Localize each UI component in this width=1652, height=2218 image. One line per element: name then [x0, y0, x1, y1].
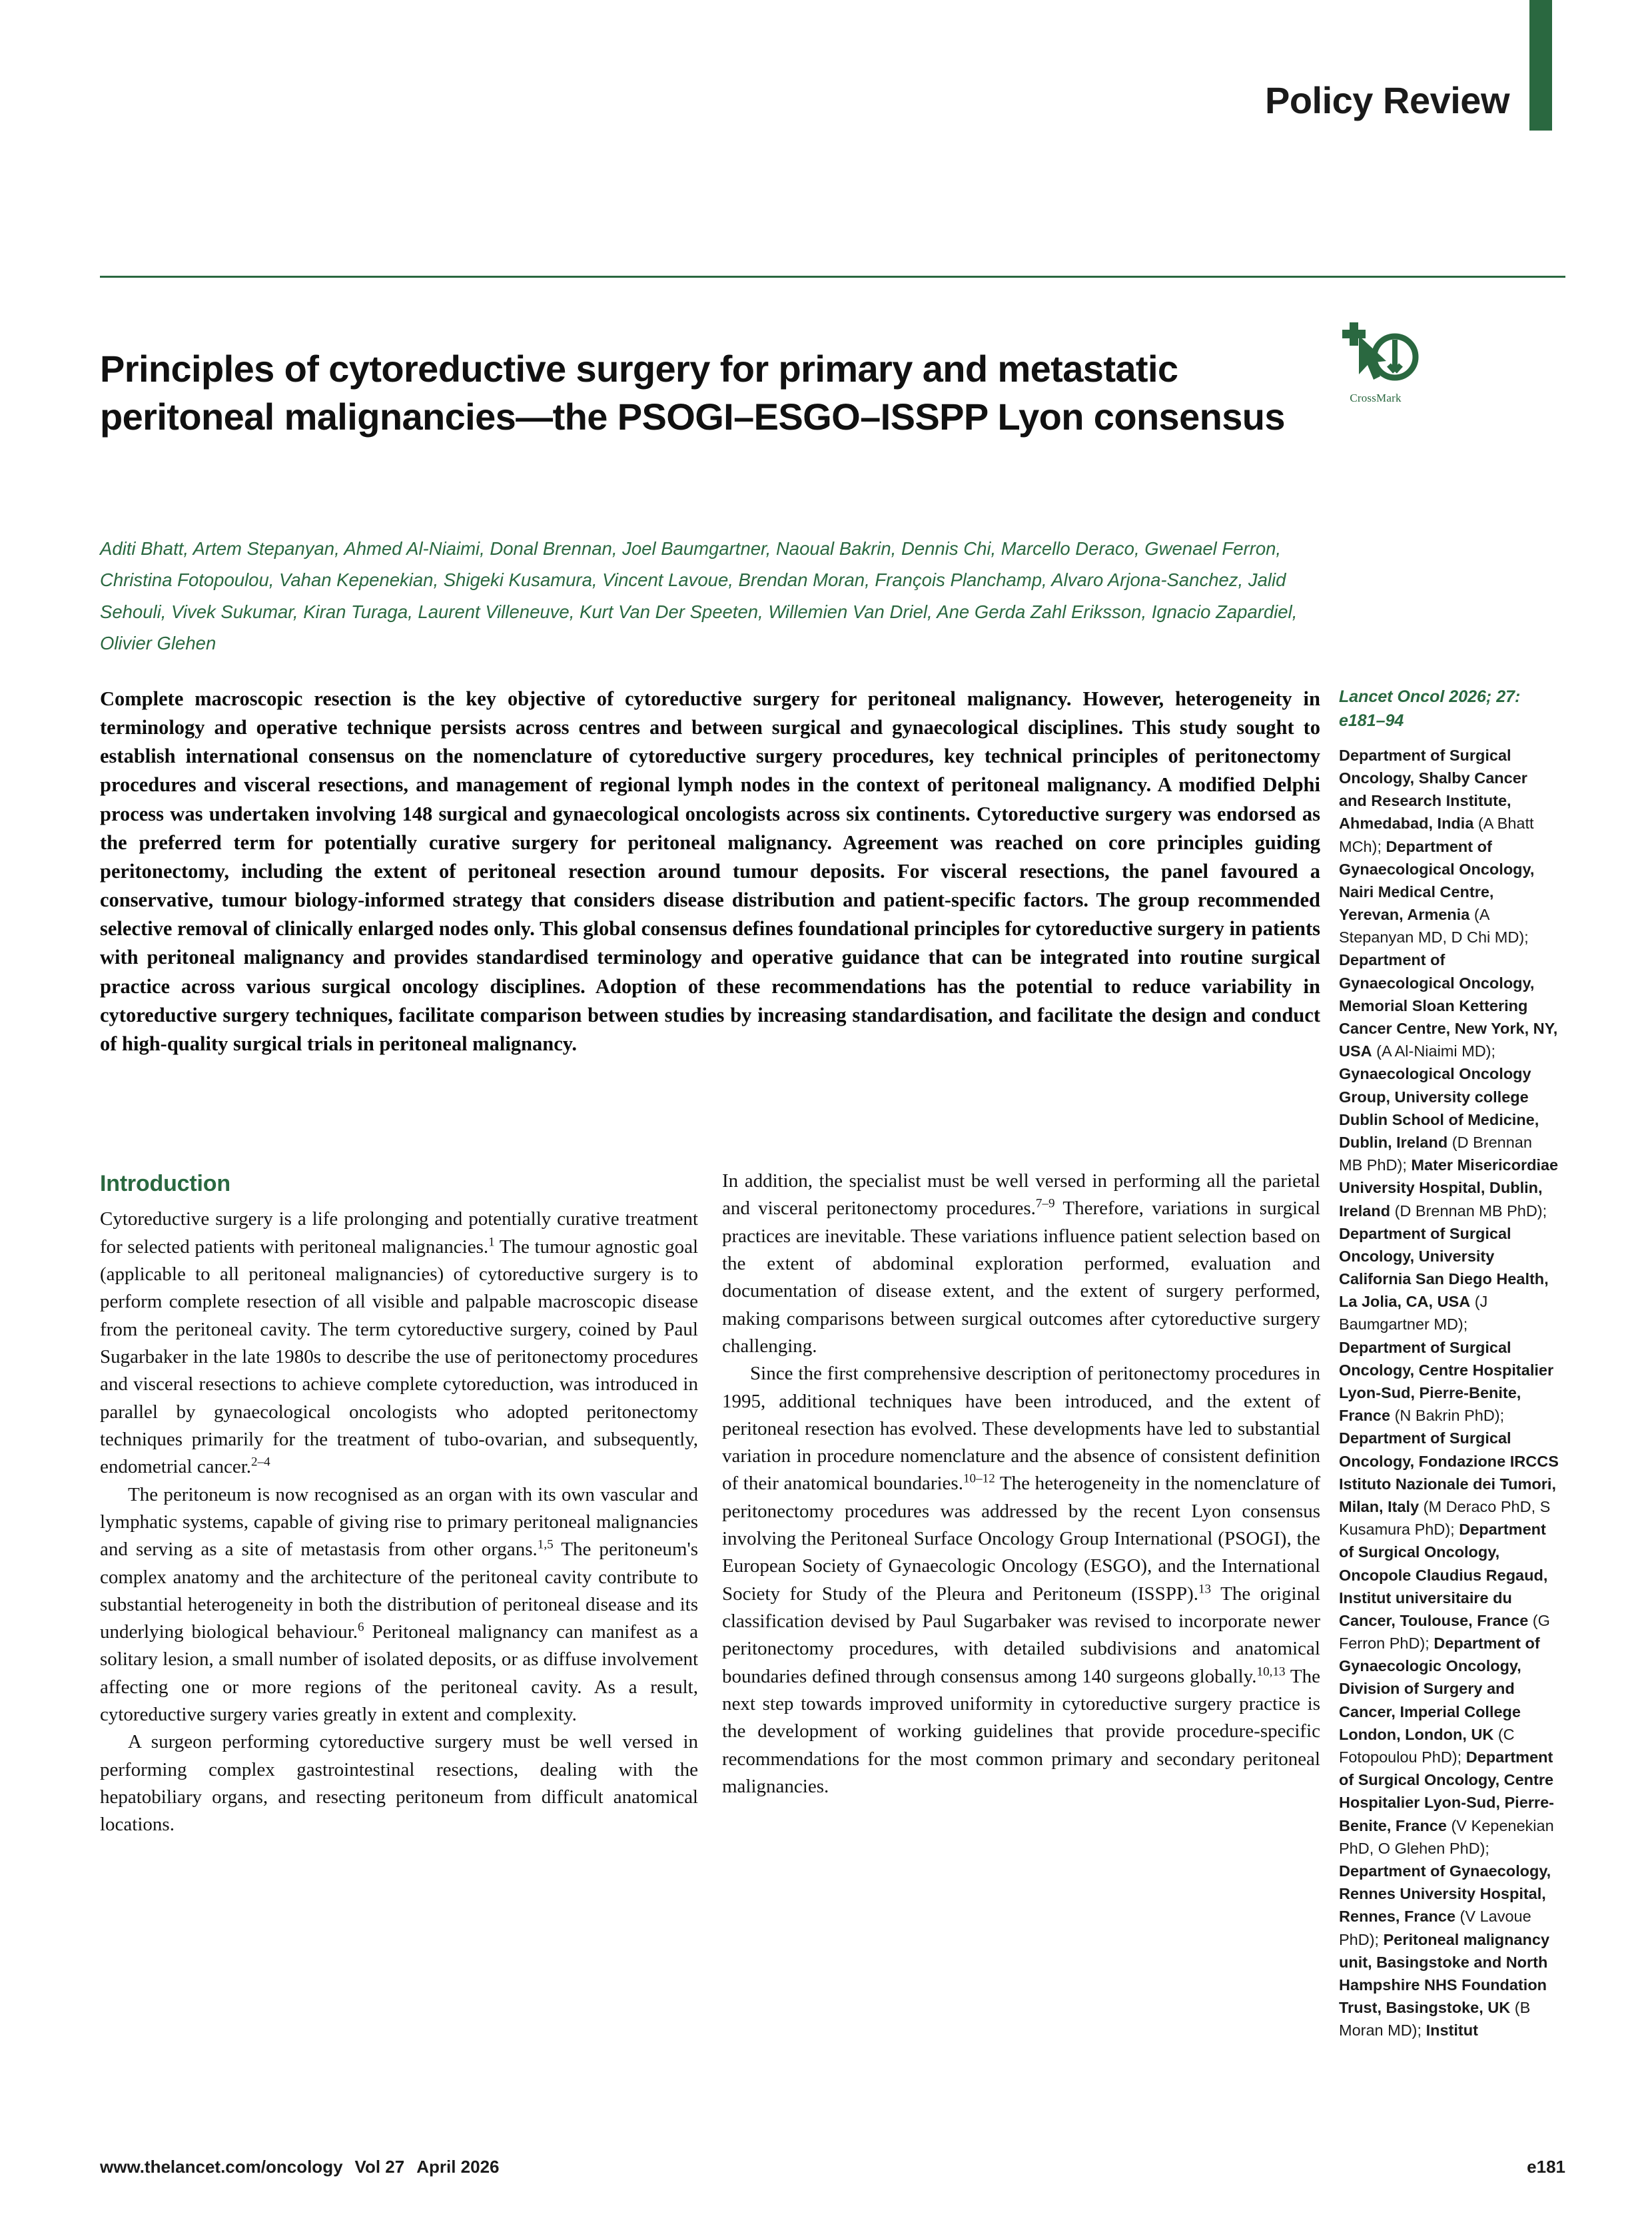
- paragraph: Cytoreductive surgery is a life prolonging and potentially curative treatment for selected patients with peritoneal malignancies.$^1$ The tumour agnostic goal (applicable to all peritoneal malignancies) of cytoreductive surgery is to perform complete resection of all visible and palpable macroscopic disease from the peritoneal cavity. The term cytoreductive surgery, coined by Paul Sugarbaker in the late 1980s to describe the use of peritonectomy procedures and visceral resections to achieve complete cytoreduction, was introduced in parallel by gynaecological oncologists who adopted peritonectomy techniques primarily for the treatment of tubo-ovarian, and subsequently, endometrial cancer.$^{2-4}$: [100, 1208, 698, 1478]
- citation-line: Lancet Oncol 2026; 27: e181–94: [1339, 687, 1521, 731]
- footer-volume: Vol 27: [354, 2157, 405, 2177]
- paragraph: In addition, the specialist must be well versed in performing all the parietal and visceral peritonectomy procedures.$^{7-9}$ Therefore, variations in surgical practices are inevitable. These variations influence patient selection based on the extent of abdominal exploration performed, evaluation and documentation of disease extent, and the extent of surgery performed, making comparisons between surgical outcomes after cytoreductive surgery challenging.: [722, 1170, 1320, 1357]
- body-column-left: [100, 1168, 698, 1839]
- paragraph: The peritoneum is now recognised as an organ with its own vascular and lymphatic systems, capable of giving rise to primary peritoneal malignancies and serving as a site of metastasis from other organs.$^{1,5}$ The peritoneum's complex anatomy and the architecture of the peritoneal cavity contribute to substantial heterogeneity in both the distribution of peritoneal disease and its underlying biological behaviour.$^6$ Peritoneal malignancy can manifest as a solitary lesion, a small number of isolated deposits, or as diffuse involvement affecting one or more regions of the peritoneal cavity. As a result, cytoreductive surgery varies greatly in extent and complexity.: [100, 1483, 698, 1726]
- header-divider-rule: [100, 276, 1565, 278]
- footer-left: [100, 2157, 500, 2177]
- author-list: Aditi Bhatt, Artem Stepanyan, Ahmed Al-Niaimi, Donal Brennan, Joel Baumgartner, Naoual Bakrin, Dennis Chi, Marcello Deraco, Gwenael Ferron, Christina Fotopoulou, Vahan Kepenekian, Shigeki Kusamura, Vincent Lavoue, Brendan Moran, François Planchamp, Alvaro Arjona-Sanchez, Jalid Sehouli, Vivek Sukumar, Kiran Turaga, Laurent Villeneuve, Kurt Van Der Speeten, Willemien Van Driel, Ane Gerda Zahl Eriksson, Ignacio Zapardiel, Olivier Glehen: [100, 538, 1298, 653]
- running-head-accent-bar: [1529, 0, 1552, 131]
- running-head: Policy Review: [1264, 79, 1509, 121]
- footer-date: April 2026: [416, 2157, 500, 2177]
- article-title: Principles of cytoreductive surgery for primary and metastatic peritoneal malignancies—the PSOGI–ESGO–ISSPP Lyon consensus: [100, 347, 1285, 438]
- body-column-right: [722, 1168, 1320, 1800]
- paragraph: Since the first comprehensive description of peritonectomy procedures in 1995, additional techniques have been introduced, and the extent of peritoneal resection has evolved. These developments have led to substantial variation in procedure nomenclature and the absence of consistent definition of their anatomical boundaries.$^{10-12}$ The heterogeneity in the nomenclature of peritonectomy procedures was addressed by the recent Lyon consensus involving the Peritoneal Surface Oncology Group International (PSOGI), the European Society of Gynaecologic Oncology (ESGO), and the International Society for Study of the Pleura and Peritoneum (ISSPP).$^{13}$ The original classification devised by Paul Sugarbaker was revised to incorporate newer peritonectomy procedures, with detailed subdivisions and anatomical boundaries defined through consensus among 140 surgeons globally.$^{10,13}$ The next step towards improved uniformity in cytoreductive surgery practice is the development of working guidelines that provide procedure-specific recommendations for the most common primary and secondary peritoneal malignancies.: [722, 1363, 1320, 1797]
- section-heading-introduction: Introduction: [100, 1171, 230, 1196]
- footer-url[interactable]: www.thelancet.com/oncology: [100, 2157, 343, 2177]
- affiliations-text: Department of Surgical Oncology, Shalby Cancer and Research Institute, Ahmedabad, India (A Bhatt MCh); Department of Gynaecological Oncology, Nairi Medical Centre, Yerevan, Armenia (A Stepanyan MD, D Chi MD); Department of Gynaecological Oncology, Memorial Sloan Kettering Cancer Centre, New York, NY, USA (A Al-Niaimi MD); Gynaecological Oncology Group, University college Dublin School of Medicine, Dublin, Ireland (D Brennan MB PhD); Mater Misericordiae University Hospital, Dublin, Ireland (D Brennan MB PhD); Department of Surgical Oncology, University California San Diego Health, La Jolia, CA, USA (J Baumgartner MD); Department of Surgical Oncology, Centre Hospitalier Lyon-Sud, Pierre-Benite, France (N Bakrin PhD); Department of Surgical Oncology, Fondazione IRCCS Istituto Nazionale dei Tumori, Milan, Italy (M Deraco PhD, S Kusamura PhD); Department of Surgical Oncology, Oncopole Claudius Regaud, Institut universitaire du Cancer, Toulouse, France (G Ferron PhD); Department of Gynaecologic Oncology, Division of Surgery and Cancer, Imperial College London, London, UK (C Fotopoulou PhD); Department of Surgical Oncology, Centre Hospitalier Lyon-Sud, Pierre-Benite, France (V Kepenekian PhD, O Glehen PhD); Department of Gynaecology, Rennes University Hospital, Rennes, France (V Lavoue PhD); Peritoneal malignancy unit, Basingstoke and North Hampshire NHS Foundation Trust, Basingstoke, UK (B Moran MD); Institut: [1339, 746, 1559, 2039]
- crossmark-logo[interactable]: [1332, 318, 1419, 398]
- abstract: Complete macroscopic resection is the key objective of cytoreductive surgery for peritoneal malignancy. However, heterogeneity in terminology and operative technique persists across centres and between surgical and gynaecological disciplines. This study sought to establish international consensus on the nomenclature of cytoreductive surgery procedures, key technical principles of peritonectomy procedures and visceral resections, and management of regional lymph nodes in the context of peritoneal malignancy. A modified Delphi process was undertaken involving 148 surgical and gynaecological oncologists across six continents. Cytoreductive surgery was endorsed as the preferred term for potentially curative surgery for peritoneal malignancy. Agreement was reached on core principles guiding peritonectomy, including the extent of peritoneal resection around tumour deposits. For visceral resections, the panel favoured a conservative, tumour biology-informed strategy that considers disease distribution and patient-specific factors. The group recommended selective removal of clinically enlarged nodes only. This global consensus defines foundational principles for cytoreductive surgery in patients with peritoneal malignancy and provides standardised terminology and operative guidance that can be integrated into routine surgical practice across various surgical oncology disciplines. Adoption of these recommendations has the potential to reduce variability in cytoreductive surgery techniques, facilitate comparison between studies by increasing standardisation, and facilitate the design and conduct of high-quality surgical trials in peritoneal malignancy.: [100, 687, 1320, 1055]
- affiliations-sidebar: [1339, 685, 1559, 2041]
- crossmark-label: CrossMark: [1350, 392, 1402, 404]
- paragraph: A surgeon performing cytoreductive surgery must be well versed in performing complex gastrointestinal resections, dealing with the hepatobiliary organs, and resecting peritoneum from difficult anatomical locations.: [100, 1731, 698, 1836]
- footer-page-number: e181: [1527, 2157, 1565, 2177]
- crossmark-icon: [1332, 318, 1419, 398]
